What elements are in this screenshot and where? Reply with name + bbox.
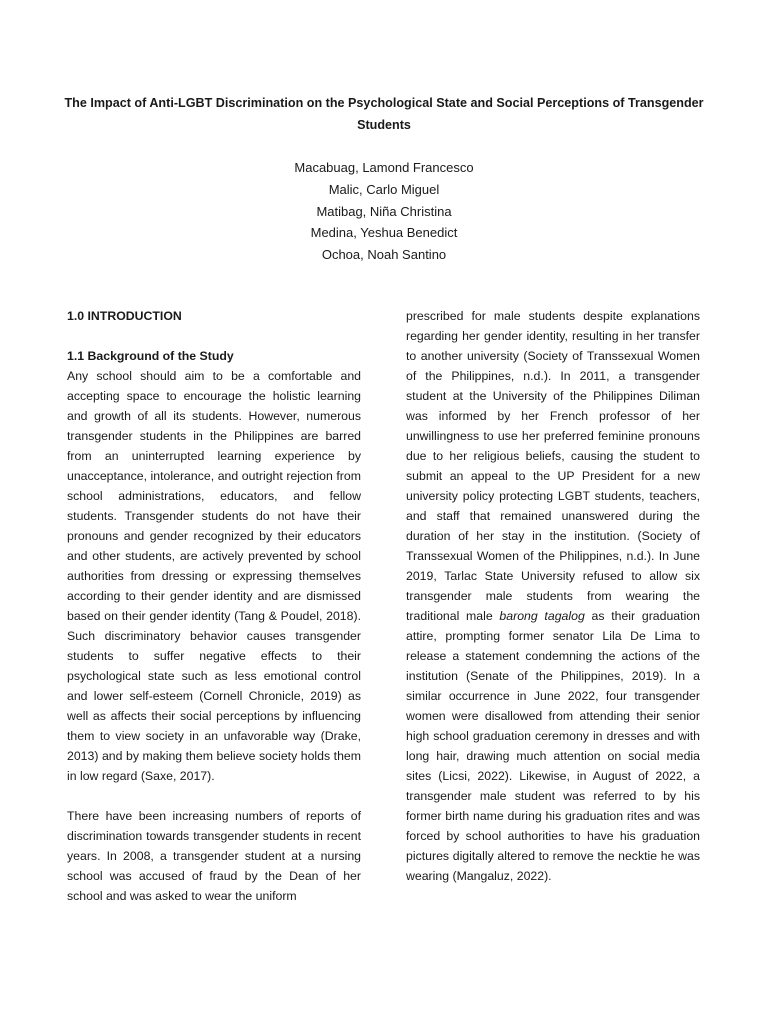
author-name: Ochoa, Noah Santino: [321, 247, 447, 263]
author-name: Matibag, Niña Christina: [316, 203, 452, 219]
author-name: Malic, Carlo Miguel: [328, 181, 440, 197]
author-name: Macabuag, Lamond Francesco: [294, 160, 474, 175]
author-list: [184, 157, 584, 266]
italic-term: barong tagalog: [499, 609, 585, 623]
subsection-heading: 1.1 Background of the Study: [67, 349, 234, 363]
right-column: [406, 306, 700, 886]
author-name: Medina, Yeshua Benedict: [310, 225, 458, 241]
section-heading: 1.0 INTRODUCTION: [67, 309, 182, 323]
left-column: [67, 306, 361, 906]
body-paragraph: There have been increasing numbers of reports of discrimination towards transgender students in recent years. In 2008, a transgender student at a nursing school was accused of fraud by the Dean of her school and was asked to wear the uniform: [67, 809, 361, 903]
body-paragraph: Any school should aim to be a comfortable and accepting space to encourage the holistic learning and growth of all its students. However, numerous transgender students in the Philippines are barred from an uninterrupted learning experience by unacceptance, intolerance, and outright rejection from school administrations, educators, and fellow students. Transgender students do not have their pronouns and gender recognized by their educators and other students, are actively prevented by school authorities from dressing or expressing themselves according to their gender identity and are dismissed based on their gender identity (Tang & Poudel, 2018). Such discriminatory behavior causes transgender students to suffer negative effects to their psychological state such as less emotional control and lower self-esteem (Cornell Chronicle, 2019) as well as affects their social perceptions by influencing them to view society in an unfavorable way (Drake, 2013) and by making them believe society holds them in low regard (Saxe, 2017).: [67, 369, 361, 783]
paragraph-text: as their graduation attire, prompting former senator Lila De Lima to release a statement condemning the actions of the institution (Senate of the Philippines, 2019). In a similar occurrence in June 2022, four transgender women were disallowed from attending their senior high school graduation ceremony in dresses and with long hair, drawing much attention on social media sites (Licsi, 2022). Likewise, in August of 2022, a transgender male student was referred to by his former birth name during his graduation rites and was forced by school authorities to have his graduation pictures digitally altered to remove the necktie he was wearing (Mangaluz, 2022).: [406, 609, 700, 883]
paper-title: The Impact of Anti-LGBT Discrimination on the Psychological State and Social Perceptions of Transgender Students: [64, 96, 704, 132]
body-paragraph: [406, 306, 700, 886]
paragraph-text: prescribed for male students despite explanations regarding her gender identity, resulting in her transfer to another university (Society of Transsexual Women of the Philippines, n.d.). In 2011, a transgender student at the University of the Philippines Diliman was informed by her French professor of her unwillingness to use her preferred feminine pronouns due to her religious beliefs, causing the student to submit an appeal to the UP President for a new university policy protecting LGBT students, teachers, and staff that remained unanswered during the duration of her stay in the institution. (Society of Transsexual Women of the Philippines, n.d.). In June 2019, Tarlac State University refused to allow six transgender male students from wearing the traditional male: [406, 309, 700, 623]
